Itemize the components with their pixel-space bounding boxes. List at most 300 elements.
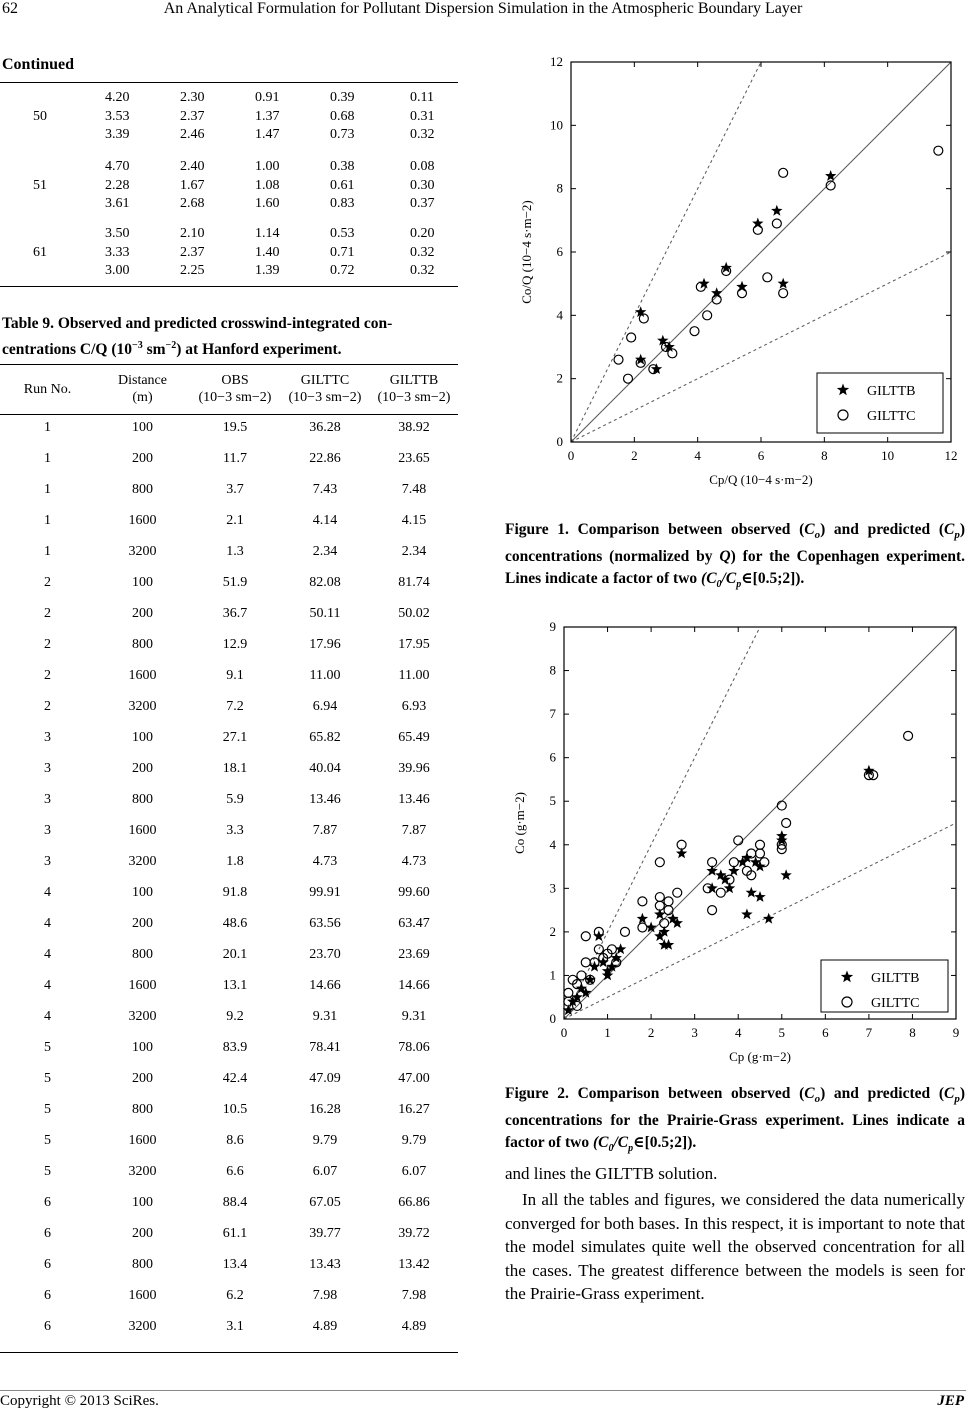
y-tick-label: 2 [556, 370, 563, 386]
table-cell: 1.8 [226, 853, 244, 869]
table-cell: 3200 [128, 543, 157, 559]
table-cell: 6.2 [226, 1287, 244, 1303]
table-cell: 200 [132, 605, 153, 621]
data-point-gilttc [779, 168, 788, 177]
continued-cell: 2.37 [180, 108, 205, 124]
body-paragraph-2: In all the tables and figures, we considered the data numerically converged for both bases. In this respect, it is important to note that the model simulates quite well the observed concentration for all the cases. The greatest difference between the models is seen for the Prairie-Grass experiment. [505, 1190, 965, 1303]
table-cell: 6.6 [226, 1163, 244, 1179]
data-point-gilttc [624, 374, 633, 383]
table-cell: 2.34 [401, 543, 427, 559]
body-paragraph-1: and lines the GILTTB solution. [505, 1164, 718, 1183]
table-cell: 11.7 [223, 450, 247, 466]
data-point-gilttb [771, 205, 782, 216]
table-cell: 4 [44, 946, 51, 962]
data-point-gilttc [581, 958, 590, 967]
continued-cell: 3.53 [105, 108, 130, 124]
data-point-gilttc [782, 819, 791, 828]
continued-cell: 0.39 [330, 90, 355, 105]
table-cell: 4 [44, 915, 51, 931]
table-cell: 3 [44, 729, 51, 745]
x-tick-label: 9 [952, 1025, 960, 1040]
continued-run-label: 50 [33, 109, 47, 124]
table-cell: 2 [44, 667, 51, 683]
table-cell: 6.94 [312, 698, 338, 714]
table-cell: 63.56 [309, 915, 341, 931]
table-cell: 23.70 [309, 946, 341, 962]
table-cell: 48.6 [222, 915, 248, 931]
table-cell: 13.42 [398, 1256, 430, 1272]
table-row [0, 1032, 458, 1063]
y-axis-label: Co/Q (10−4 s·m−2) [519, 200, 534, 304]
table-cell: 1600 [128, 822, 157, 838]
data-point-gilttc [708, 906, 717, 915]
y-tick-label: 4 [549, 836, 556, 852]
table-cell: 100 [132, 574, 153, 590]
continued-cell: 3.50 [105, 226, 130, 241]
table-cell: 11.00 [398, 667, 430, 683]
table-row [0, 1156, 458, 1187]
legend-box [817, 373, 943, 433]
table-cell: 200 [132, 760, 153, 776]
table-cell: 200 [132, 1070, 153, 1086]
table-cell: 200 [132, 450, 153, 466]
continued-run-label: 51 [33, 178, 47, 193]
continued-cell: 0.32 [410, 263, 435, 278]
data-point-gilttc [738, 289, 747, 298]
table-cell: 100 [132, 729, 153, 745]
table-cell: 100 [132, 884, 153, 900]
data-point-gilttc [703, 311, 712, 320]
legend-label-gilttc: GILTTC [871, 996, 920, 1011]
table-cell: 1 [44, 543, 51, 559]
table9 [0, 369, 458, 1342]
x-tick-label: 7 [865, 1025, 873, 1040]
data-point-gilttc [772, 219, 781, 228]
continued-cell: 3.33 [105, 244, 130, 260]
reference-line [571, 62, 761, 442]
continued-cell: 2.25 [180, 263, 205, 278]
table-cell: 800 [132, 946, 153, 962]
y-tick-label: 0 [549, 1011, 556, 1026]
table-row [0, 939, 458, 970]
x-tick-label: 4 [694, 448, 701, 463]
table-bottom-rule [0, 286, 458, 287]
table-cell: 5 [44, 1039, 51, 1055]
table-cell: 100 [132, 1039, 153, 1055]
x-tick-label: 8 [821, 448, 828, 463]
continued-cell: 1.14 [255, 226, 280, 241]
table-cell: 17.95 [398, 636, 430, 652]
table-cell: 78.41 [309, 1039, 341, 1055]
data-point-gilttb [637, 913, 648, 924]
y-tick-label: 5 [549, 793, 556, 809]
table-cell: 3.1 [226, 1318, 244, 1334]
figure1-caption: Figure 1. Comparison between observed $(C_o)$ and predicted $(C_p)$ concentrations (normalized by Q) for the Copenhagen experiment. Lines indicate a factor of two $(C_0/C_p\in[0.5;2])$. [505, 521, 965, 591]
continued-cell: 1.00 [255, 159, 280, 174]
continued-cell: 3.61 [105, 196, 130, 211]
table-cell: 1600 [128, 1132, 157, 1148]
continued-cell: 2.37 [180, 244, 205, 260]
table-cell: 88.4 [222, 1194, 248, 1210]
x-tick-label: 1 [604, 1025, 611, 1040]
x-tick-label: 4 [734, 1025, 742, 1040]
table-cell: 1 [44, 450, 51, 466]
data-point-gilttb [780, 869, 791, 880]
table-cell: 6.07 [401, 1163, 427, 1179]
table-cell: 2.1 [226, 512, 244, 528]
data-point-gilttc [673, 888, 682, 897]
x-axis-label: Cp/Q (10−4 s·m−2) [709, 472, 813, 487]
legend-label-gilttb: GILTTB [871, 971, 920, 986]
table-cell: 99.91 [309, 884, 341, 900]
continued-cell: 0.32 [410, 244, 435, 260]
table-cell: 4.73 [401, 853, 427, 869]
header-run: Run No. [23, 381, 72, 397]
table-cell: 39.77 [309, 1225, 341, 1241]
table-row [0, 1001, 458, 1032]
table-cell: 16.28 [309, 1101, 341, 1117]
table-cell: 800 [132, 1101, 153, 1117]
footer-journal: JEP [937, 1393, 964, 1409]
table-top-rule [0, 82, 458, 83]
continued-cell: 2.46 [180, 127, 205, 142]
table-cell: 17.96 [309, 636, 341, 652]
running-title: An Analytical Formulation for Pollutant Dispersion Simulation in the Atmospheric Boundary Layer [163, 0, 803, 17]
data-point-gilttc [564, 988, 573, 997]
table-cell: 13.46 [309, 791, 341, 807]
table-cell: 7.48 [401, 481, 427, 497]
data-point-gilttc [620, 927, 629, 936]
page-header [0, 0, 966, 22]
table-cell: 2 [44, 574, 51, 590]
table-cell: 47.09 [309, 1070, 341, 1086]
table9-bottom-rule [0, 1352, 458, 1353]
table-row [0, 443, 458, 474]
table-cell: 50.11 [309, 605, 341, 621]
header-gilttb: GILTTB (10−3 sm−2) [377, 373, 451, 405]
table-cell: 51.9 [222, 574, 248, 590]
table-cell: 42.4 [222, 1070, 248, 1086]
table-cell: 27.1 [222, 729, 248, 745]
table-cell: 6.07 [312, 1163, 338, 1179]
header-distance: Distance (m) [118, 373, 167, 405]
data-point-gilttc [756, 840, 765, 849]
data-point-gilttc [777, 801, 786, 810]
x-tick-label: 10 [881, 448, 895, 463]
table-cell: 65.49 [398, 729, 430, 745]
data-point-gilttb [763, 913, 774, 924]
table-row [0, 908, 458, 939]
table-cell: 13.4 [222, 1256, 248, 1272]
table-cell: 23.65 [398, 450, 430, 466]
table-cell: 1 [44, 512, 51, 528]
table-cell: 7.98 [312, 1287, 338, 1303]
table-row [0, 1280, 458, 1311]
table-cell: 800 [132, 636, 153, 652]
table-cell: 63.47 [398, 915, 430, 931]
continued-cell: 1.40 [255, 244, 280, 260]
table-cell: 13.1 [222, 977, 248, 993]
table-cell: 1600 [128, 667, 157, 683]
data-point-gilttc [638, 897, 647, 906]
continued-cell: 0.20 [410, 226, 435, 241]
table-cell: 100 [132, 1194, 153, 1210]
table-row [0, 567, 458, 598]
table-row [0, 505, 458, 536]
y-tick-label: 3 [549, 880, 556, 896]
y-tick-label: 4 [556, 307, 563, 323]
table-row [0, 846, 458, 877]
continued-cell: 0.30 [410, 177, 435, 193]
table-row [0, 1249, 458, 1280]
continued-cell: 0.37 [410, 196, 435, 211]
continued-cell: 0.53 [330, 226, 355, 241]
data-point-gilttb [741, 909, 752, 920]
table9-header-row [0, 369, 458, 409]
continued-cell: 1.67 [180, 177, 205, 193]
figure1-chart [505, 48, 966, 508]
table-cell: 40.04 [309, 760, 341, 776]
table-cell: 3.7 [226, 481, 244, 497]
table-cell: 7.43 [312, 481, 338, 497]
continued-cell: 0.91 [255, 90, 280, 105]
continued-cell: 2.68 [180, 196, 205, 211]
table-cell: 7.98 [401, 1287, 427, 1303]
table-row [0, 1311, 458, 1342]
table-cell: 13.46 [398, 791, 430, 807]
table-cell: 1600 [128, 512, 157, 528]
y-tick-label: 6 [549, 749, 556, 765]
table-row [0, 1094, 458, 1125]
data-point-gilttb [778, 278, 789, 289]
table9-header-rule [0, 414, 458, 415]
table-cell: 5 [44, 1132, 51, 1148]
data-point-gilttc [577, 971, 586, 980]
table-cell: 3200 [128, 1008, 157, 1024]
continued-cell: 0.31 [410, 108, 435, 124]
table-cell: 20.1 [222, 946, 248, 962]
table-cell: 4 [44, 884, 51, 900]
table-cell: 1 [44, 419, 51, 435]
x-tick-label: 2 [647, 1025, 655, 1040]
table-row [0, 877, 458, 908]
x-tick-label: 8 [909, 1025, 916, 1040]
continued-cell: 2.40 [180, 159, 205, 174]
data-point-gilttc [655, 893, 664, 902]
data-point-gilttc [779, 289, 788, 298]
x-tick-label: 3 [691, 1025, 698, 1040]
table-row [0, 722, 458, 753]
data-point-gilttc [594, 945, 603, 954]
y-tick-label: 2 [549, 923, 556, 939]
table-cell: 3 [44, 822, 51, 838]
table-cell: 6 [44, 1194, 51, 1210]
table-cell: 36.28 [309, 419, 341, 435]
table-cell: 6.93 [401, 698, 427, 714]
data-point-gilttc [753, 225, 762, 234]
continued-cell: 0.08 [410, 159, 435, 174]
table-cell: 3 [44, 853, 51, 869]
table-cell: 66.86 [398, 1194, 430, 1210]
table-cell: 19.5 [222, 419, 248, 435]
table-row [0, 598, 458, 629]
table-cell: 4 [44, 1008, 51, 1024]
data-point-gilttc [756, 849, 765, 858]
continued-run-label: 61 [33, 245, 47, 260]
x-tick-label: 2 [631, 448, 638, 463]
table-cell: 6 [44, 1318, 51, 1334]
continued-label: Continued [2, 56, 75, 73]
table-cell: 3.3 [226, 822, 244, 838]
data-point-gilttc [581, 932, 590, 941]
data-point-gilttc [668, 349, 677, 358]
table-cell: 47.00 [398, 1070, 430, 1086]
table-cell: 3200 [128, 698, 157, 714]
table-cell: 3200 [128, 853, 157, 869]
table-cell: 4.89 [401, 1318, 427, 1334]
data-point-gilttc [614, 355, 623, 364]
table-cell: 3200 [128, 1163, 157, 1179]
table-cell: 7.87 [312, 822, 338, 838]
table-cell: 38.92 [398, 419, 430, 435]
table-cell: 2 [44, 698, 51, 714]
table9-top-rule [0, 364, 458, 365]
table-cell: 2.34 [312, 543, 338, 559]
continued-cell: 0.32 [410, 127, 435, 142]
table-row [0, 536, 458, 567]
data-point-gilttc [639, 314, 648, 323]
table-row [0, 474, 458, 505]
table-cell: 14.66 [398, 977, 430, 993]
table-cell: 65.82 [309, 729, 341, 745]
continued-cell: 3.00 [105, 263, 130, 278]
table-cell: 9.2 [226, 1008, 244, 1024]
data-point-gilttc [638, 923, 647, 932]
table-cell: 9.1 [226, 667, 244, 683]
continued-cell: 0.83 [330, 196, 355, 211]
data-point-gilttc [716, 888, 725, 897]
table-cell: 11.00 [309, 667, 341, 683]
table-cell: 5 [44, 1070, 51, 1086]
table-row [0, 660, 458, 691]
table-cell: 67.05 [309, 1194, 341, 1210]
y-tick-label: 7 [549, 706, 556, 722]
table-row [0, 1218, 458, 1249]
y-tick-label: 8 [549, 662, 556, 678]
table-cell: 78.06 [398, 1039, 430, 1055]
table-cell: 91.8 [222, 884, 248, 900]
table-cell: 61.1 [222, 1225, 248, 1241]
figure2-caption: Figure 2. Comparison between observed $(C_o)$ and predicted $(C_p)$ concentrations for the Prairie-Grass experiment. Lines indicate a factor of two $(C_0/C_p\in[0.5;2])$. [505, 1085, 965, 1155]
x-tick-label: 0 [560, 1025, 568, 1040]
table-cell: 7.2 [226, 698, 244, 714]
table-cell: 6 [44, 1287, 51, 1303]
continued-cell: 2.28 [105, 177, 130, 193]
table-cell: 1 [44, 481, 51, 497]
table-cell: 2 [44, 605, 51, 621]
table-cell: 1600 [128, 1287, 157, 1303]
legend-label-gilttc: GILTTC [867, 409, 916, 424]
table-cell: 3 [44, 791, 51, 807]
data-point-gilttc [627, 333, 636, 342]
table-cell: 800 [132, 481, 153, 497]
data-point-gilttc [664, 906, 673, 915]
table-cell: 3200 [128, 1318, 157, 1334]
table-cell: 13.43 [309, 1256, 341, 1272]
table-cell: 81.74 [398, 574, 430, 590]
table-cell: 99.60 [398, 884, 430, 900]
legend-label-gilttb: GILTTB [867, 384, 916, 399]
table-row [0, 753, 458, 784]
table-cell: 4.73 [312, 853, 338, 869]
table-row [0, 970, 458, 1001]
y-tick-label: 12 [550, 54, 563, 69]
y-tick-label: 1 [549, 967, 556, 983]
continued-cell: 0.72 [330, 263, 355, 278]
table-cell: 9.79 [312, 1132, 338, 1148]
table-row [0, 784, 458, 815]
continued-cell: 1.08 [255, 177, 280, 193]
table-row [0, 1063, 458, 1094]
table-cell: 9.31 [312, 1008, 338, 1024]
table-cell: 14.66 [309, 977, 341, 993]
reference-line [564, 627, 760, 1019]
x-tick-label: 5 [778, 1025, 786, 1040]
table-cell: 4 [44, 977, 51, 993]
table-cell: 82.08 [309, 574, 341, 590]
table9-caption: Table 9. Observed and predicted crosswind-integrated con- centrations C/Q ($10^{-3}$ $sm^{-2}$) at Hanford experiment. [2, 315, 393, 359]
table-row [0, 412, 458, 443]
continued-cell: 1.37 [255, 108, 280, 124]
x-tick-label: 6 [757, 448, 765, 463]
continued-cell: 0.68 [330, 108, 355, 124]
data-point-gilttc [763, 273, 772, 282]
continued-cell: 4.20 [105, 90, 130, 105]
table-cell: 2 [44, 636, 51, 652]
table-cell: 22.86 [309, 450, 341, 466]
data-point-gilttb [754, 891, 765, 902]
header-obs: OBS (10−3 sm−2) [198, 373, 272, 405]
table-cell: 8.6 [226, 1132, 244, 1148]
table-row [0, 815, 458, 846]
table-row [0, 1187, 458, 1218]
table-cell: 9.31 [401, 1008, 427, 1024]
x-tick-label: 0 [567, 448, 575, 463]
table-cell: 39.72 [398, 1225, 430, 1241]
table-cell: 16.27 [398, 1101, 430, 1117]
table-row [0, 1125, 458, 1156]
data-point-gilttc [904, 731, 913, 740]
continued-cell: 2.10 [180, 226, 205, 241]
table-cell: 6 [44, 1256, 51, 1272]
table-cell: 83.9 [222, 1039, 248, 1055]
table-row [0, 629, 458, 660]
table-cell: 5 [44, 1101, 51, 1117]
table-cell: 18.1 [222, 760, 248, 776]
continued-cell: 0.61 [330, 177, 355, 193]
y-tick-label: 10 [550, 117, 563, 133]
x-tick-label: 6 [822, 1025, 829, 1040]
table-cell: 4.14 [312, 512, 338, 528]
table-cell: 4.89 [312, 1318, 338, 1334]
data-point-gilttc [734, 836, 743, 845]
table-cell: 100 [132, 419, 153, 435]
continued-cell: 0.71 [330, 244, 355, 260]
table-cell: 6 [44, 1225, 51, 1241]
table-cell: 10.5 [222, 1101, 248, 1117]
table-row [0, 691, 458, 722]
footer-copyright: Copyright © 2013 SciRes. [0, 1393, 159, 1409]
